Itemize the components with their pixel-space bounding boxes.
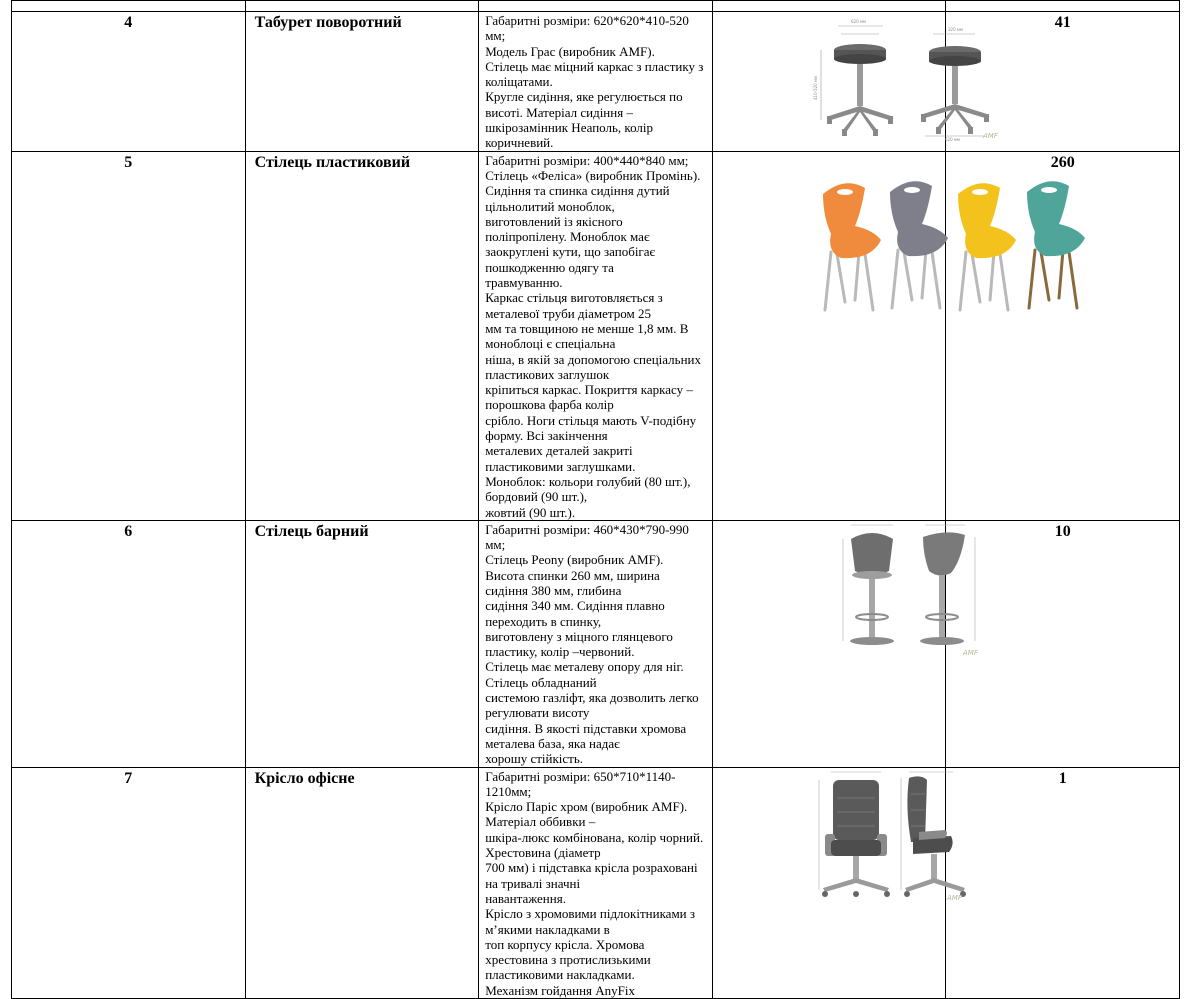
chair-leg <box>904 252 912 300</box>
desc-line: Стілець має міцний каркас з пластику з коліщатами. <box>485 58 704 90</box>
desc-line: кріпиться каркас. Покриття каркасу – порошкова фарба колір <box>485 382 693 413</box>
desc-line: заокруглені кути, що запобігає пошкодженню одягу та <box>485 244 656 275</box>
desc-line: хорошу стійкість. <box>485 751 584 767</box>
item-description <box>479 151 713 520</box>
item-description <box>479 12 713 152</box>
dim-label: 410-520 мм <box>812 75 818 100</box>
dim-label: 320 мм <box>947 27 963 32</box>
chair-leg <box>855 252 859 300</box>
item-quantity: 260 <box>946 151 1180 520</box>
table-row-top-fragment <box>12 1 1180 12</box>
item-name: Крісло офісне <box>245 767 479 998</box>
specification-table <box>11 0 1180 999</box>
table-row <box>12 151 1180 520</box>
cell-empty <box>479 1 713 12</box>
desc-line: Крісло Паріс хром (виробник AMF). Матеріал оббивки – <box>485 799 688 830</box>
item-name: Стілець барний <box>245 520 479 767</box>
amf-logo: AMF <box>946 893 962 902</box>
item-description <box>479 767 713 998</box>
desc-line: Каркас стільця виготовляється з металевої труби діаметром 25 <box>485 290 663 321</box>
item-quantity: 1 <box>946 767 1180 998</box>
desc-line: Модель Грас (виробник AMF). <box>485 43 655 59</box>
chair-leg <box>825 252 831 310</box>
table-row <box>12 767 1180 998</box>
desc-line: травмуванню. <box>485 275 563 291</box>
item-quantity: 41 <box>946 12 1180 152</box>
desc-line: ніша, в якій за допомогою спеціальних пластикових заглушок <box>485 351 701 382</box>
desc-line: сидіння. В якості підставки хромова металева база, яка надає <box>485 720 687 751</box>
desc-line: жовтий (90 шт.). <box>485 504 576 520</box>
plastic-chair <box>890 181 948 308</box>
bar-stool-front <box>843 525 894 645</box>
desc-line: мм та товщиною не менше 1,8 мм. В моноблоці є спеціальна <box>485 320 689 352</box>
table-row <box>12 520 1180 767</box>
chair-shell <box>823 183 881 258</box>
desc-line: 700 мм) і підставка крісла розраховані на тривалі значні <box>485 860 698 891</box>
item-image-cell <box>712 151 946 520</box>
desc-line: Сидіння та спинка сидіння дутий цільнолитий моноблок, <box>485 183 670 214</box>
cell-empty <box>12 1 246 12</box>
chair-leg <box>865 254 873 310</box>
desc-line: Габаритні розміри: 650*710*1140-1210мм; <box>485 768 676 799</box>
chair-leg <box>922 250 926 298</box>
desc-line: Стілець має металеву опору для ніг. Стілець обладнаний <box>485 659 684 690</box>
cell-empty <box>712 1 946 12</box>
chair-shell <box>890 181 948 256</box>
dim-label: 620 мм <box>850 19 866 24</box>
table-row <box>12 12 1180 152</box>
desc-line: пластиковими накладками. <box>485 967 635 983</box>
chair-handle-hole <box>904 187 920 193</box>
desc-line: срібло. Ноги стільця мають V-подібну форму. Всі закінчення <box>485 412 697 444</box>
desc-line: шкіра-люкс комбінована, колір чорний. Хрестовина (діаметр <box>485 829 704 861</box>
cell-empty <box>245 1 479 12</box>
desc-line: топ корпусу крісла. Хромова хрестовина з протислизькими <box>485 936 651 968</box>
row-number: 4 <box>12 12 246 152</box>
cell-empty <box>946 1 1180 12</box>
item-image-cell <box>712 12 998 152</box>
chair-handle-hole <box>972 189 988 195</box>
item-quantity: 10 <box>946 520 1180 767</box>
dim-label: 620 мм <box>944 137 960 141</box>
desc-line: Крісло з хромовими підлокітниками з м’якими накладками в <box>485 906 696 937</box>
chair-leg <box>932 252 940 308</box>
desc-line: виготовлений із якісного поліпропілену. Моноблок має <box>485 213 650 245</box>
item-name: Табурет поворотний <box>245 12 479 152</box>
desc-line: Моноблок: кольори голубий (80 шт.), бордовий (90 шт.), <box>485 473 691 505</box>
chair-handle-hole <box>1041 187 1057 193</box>
item-image-cell <box>712 767 962 998</box>
chair-handle-hole <box>837 189 853 195</box>
desc-line: Габаритні розміри: 400*440*840 мм; <box>485 152 689 168</box>
desc-line: Стілець Peony (виробник AMF). <box>485 552 664 568</box>
desc-line: Висота спинки 260 мм, ширина сидіння 380 мм, глибина <box>485 567 660 598</box>
desc-line: Габаритні розміри: 620*620*410-520 мм; <box>485 13 689 44</box>
stool-left <box>821 26 893 136</box>
desc-line: Кругле сидіння, яке регулюється по висоті. Матеріал сидіння – <box>485 89 683 120</box>
desc-line: Механізм гойдання AnyFix <box>485 982 635 998</box>
desc-line: Стілець «Феліса» (виробник Промінь). <box>485 167 701 183</box>
amf-logo: AMF <box>982 132 998 140</box>
item-image-cell <box>712 520 978 767</box>
desc-line: виготовлену з міцного глянцевого пластику, колір –червоний. <box>485 628 673 660</box>
item-name: Стілець пластиковий <box>245 151 479 520</box>
desc-line: навантаження. <box>485 890 566 906</box>
desc-line: шкірозамінник Неаполь, колір коричневий. <box>485 120 654 151</box>
office-chair-front <box>819 772 890 897</box>
desc-line: металевих деталей закриті пластиковими заглушками. <box>485 443 636 474</box>
amf-logo: AMF <box>962 648 978 657</box>
row-number: 7 <box>12 767 246 998</box>
chair-leg <box>892 250 898 308</box>
desc-line: Габаритні розміри: 460*430*790-990 мм; <box>485 521 689 553</box>
row-number: 6 <box>12 520 246 767</box>
item-description <box>479 520 713 767</box>
chair-leg <box>837 254 845 302</box>
plastic-chair <box>823 183 881 310</box>
desc-line: сидіння 340 мм. Сидіння плавно переходить в спинку, <box>485 598 665 629</box>
desc-line: системою газліфт, яка дозволить легко регулювати висоту <box>485 690 699 721</box>
row-number: 5 <box>12 151 246 520</box>
